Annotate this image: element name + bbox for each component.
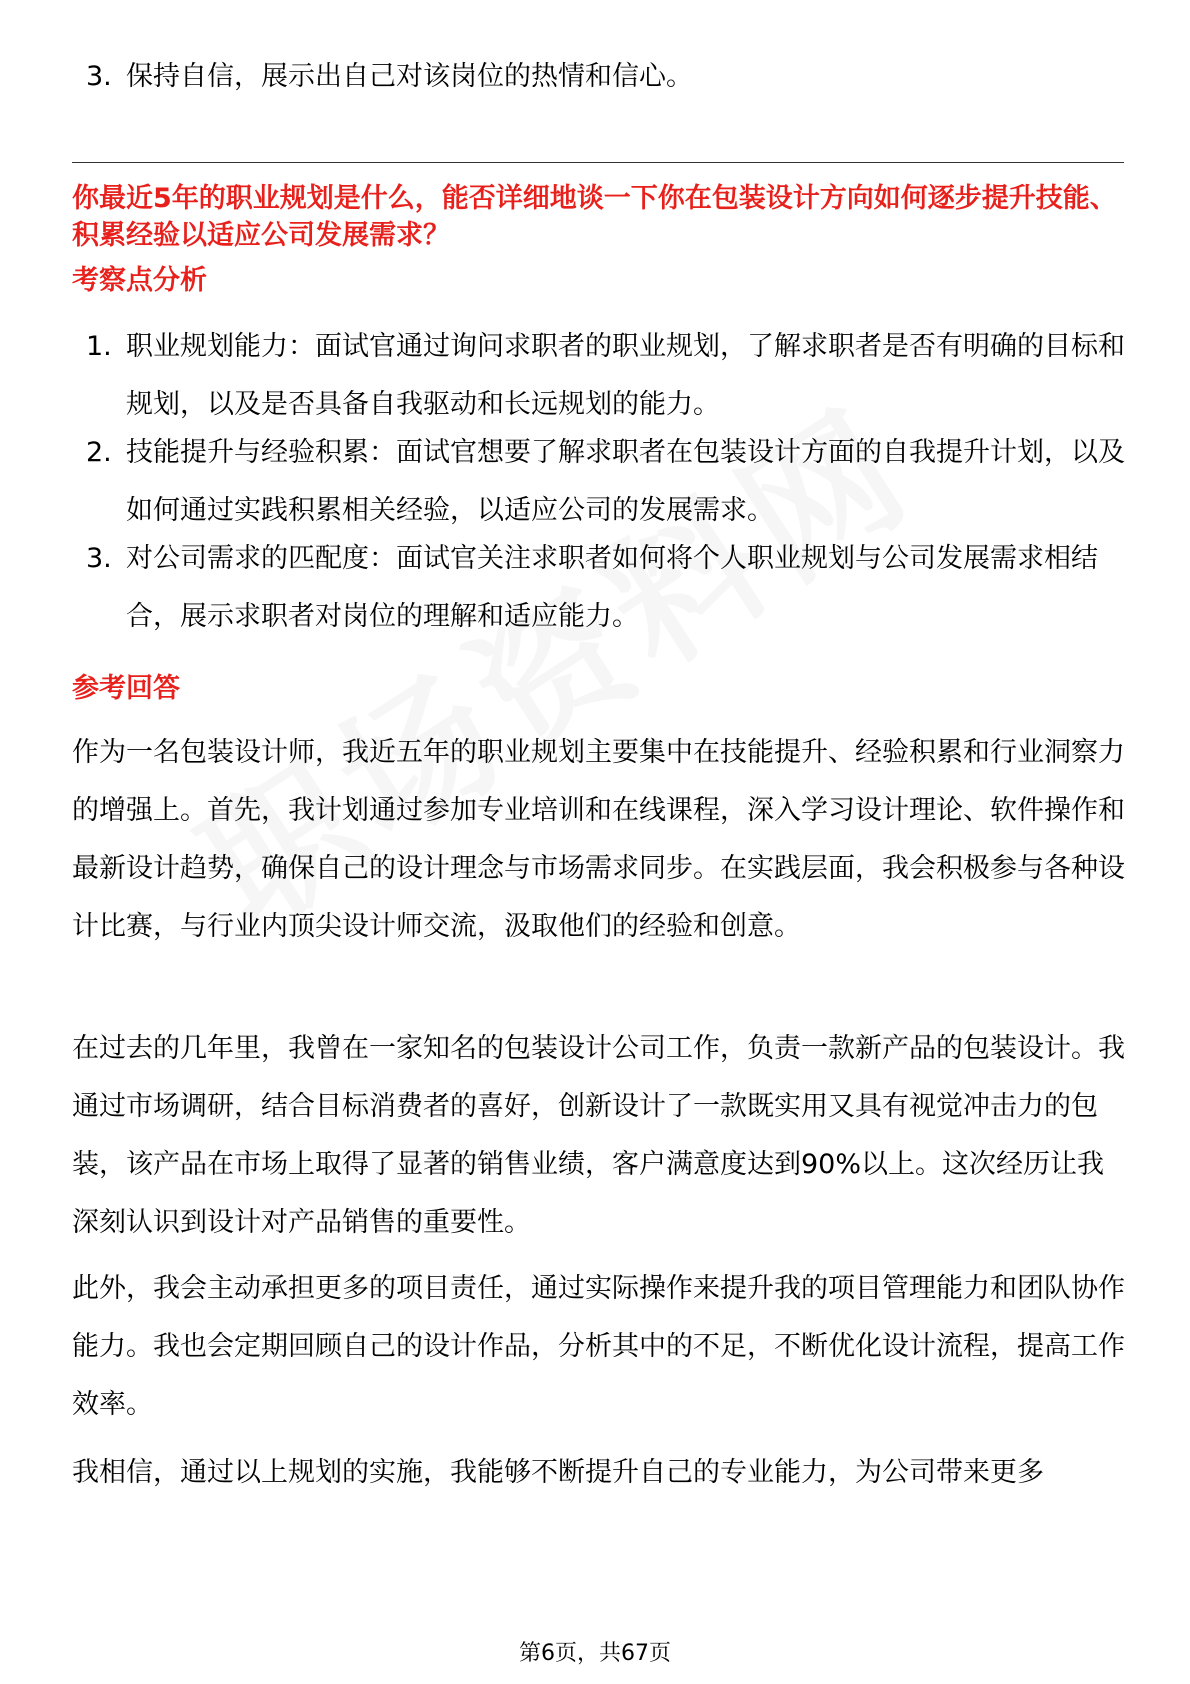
question-heading: 你最近5年的职业规划是什么，能否详细地谈一下你在包装设计方向如何逐步提升技能、积累经验以适应公司发展需求？ <box>72 183 1117 251</box>
answer-paragraph-4: 我相信，通过以上规划的实施，我能够不断提升自己的专业能力，为公司带来更多 <box>72 1457 1044 1488</box>
list-text: 技能提升与经验积累：面试官想要了解求职者在包装设计方面的自我提升计划，以及如何通过实践积累相关经验，以适应公司的发展需求。 <box>126 437 1125 526</box>
answer-paragraph-3: 此外，我会主动承担更多的项目责任，通过实际操作来提升我的项目管理能力和团队协作能力。我也会定期回顾自己的设计作品，分析其中的不足，不断优化设计流程，提高工作效率。 <box>72 1273 1125 1420</box>
answer-paragraph-1: 作为一名包装设计师，我近五年的职业规划主要集中在技能提升、经验积累和行业洞察力的增强上。首先，我计划通过参加专业培训和在线课程，深入学习设计理论、软件操作和最新设计趋势，确保自己的设计理念与市场需求同步。在实践层面，我会积极参与各种设计比赛，与行业内顶尖设计师交流，汲取他们的经验和创意。 <box>72 737 1125 942</box>
list-number: 3. <box>86 61 112 92</box>
page-footer: 第6页，共67页 <box>519 1641 671 1666</box>
analysis-heading: 考察点分析 <box>72 265 207 296</box>
list-text: 保持自信，展示出自己对该岗位的热情和信心。 <box>126 61 693 92</box>
list-number: 2. <box>86 437 112 468</box>
divider <box>72 162 1124 163</box>
list-number: 1. <box>86 331 112 362</box>
analysis-item-2 <box>86 424 1126 540</box>
answer-paragraph-2: 在过去的几年里，我曾在一家知名的包装设计公司工作，负责一款新产品的包装设计。我通过市场调研，结合目标消费者的喜好，创新设计了一款既实用又具有视觉冲击力的包装，该产品在市场上取得了显著的销售业绩，客户满意度达到90%以上。这次经历让我深刻认识到设计对产品销售的重要性。 <box>72 1033 1125 1238</box>
analysis-item-1 <box>86 318 1126 434</box>
list-text: 职业规划能力：面试官通过询问求职者的职业规划，了解求职者是否有明确的目标和规划，以及是否具备自我驱动和长远规划的能力。 <box>126 331 1125 420</box>
list-text: 对公司需求的匹配度：面试官关注求职者如何将个人职业规划与公司发展需求相结合，展示求职者对岗位的理解和适应能力。 <box>126 543 1098 632</box>
list-item-confidence <box>86 48 1126 106</box>
analysis-item-3 <box>86 530 1126 646</box>
answer-heading: 参考回答 <box>72 673 180 704</box>
list-number: 3. <box>86 543 112 574</box>
